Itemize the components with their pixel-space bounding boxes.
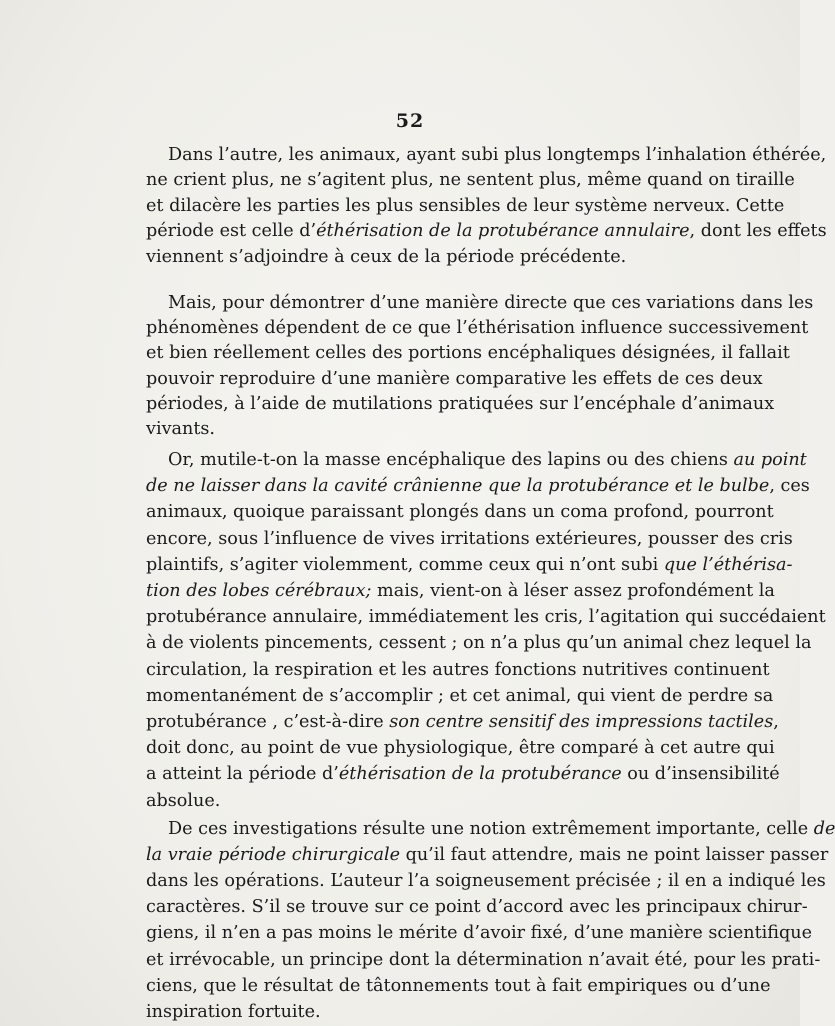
text-line: circulation, la respiration et les autres fonctions nutritives continuent	[146, 659, 770, 680]
text-line: tion des lobes cérébraux; mais, vient-on à léser assez profondément la	[146, 581, 775, 602]
text-line: la vraie période chirurgicale qu’il faut attendre, mais ne point laisser passer	[146, 844, 829, 865]
text-line: protubérance , c’est-à-dire son centre sensitif des impressions tactiles,	[146, 711, 779, 732]
text-line: de ne laisser dans la cavité crânienne que la protubérance et le bulbe, ces	[146, 476, 810, 497]
text-line: a atteint la période d’éthérisation de la protubérance ou d’insensibilité	[146, 764, 780, 785]
text-line: périodes, à l’aide de mutilations pratiquées sur l’encéphale d’animaux	[146, 393, 775, 414]
text-line: ciens, que le résultat de tâtonnements tout à fait empiriques ou d’une	[146, 975, 771, 996]
text-line: viennent s’adjoindre à ceux de la période précédente.	[146, 246, 627, 267]
text-line: ne crient plus, ne s’agitent plus, ne sentent plus, même quand on tiraille	[146, 170, 795, 191]
text-line: inspiration fortuite.	[146, 1002, 321, 1023]
text-line: plaintifs, s’agiter violemment, comme ceux qui n’ont subi que l’éthérisa-	[146, 554, 793, 575]
text-line: phénomènes dépendent de ce que l’éthérisation influence successivement	[146, 318, 809, 339]
text-line: animaux, quoique paraissant plongés dans un coma profond, pourront	[146, 502, 774, 523]
paragraph-3	[124, 448, 826, 815]
text-line: dans les opérations. L’auteur l’a soigneusement précisée ; il en a indiqué les	[146, 871, 826, 892]
text-line: momentanément de s’accomplir ; et cet animal, qui vient de perdre sa	[146, 685, 774, 706]
text-line: caractères. S’il se trouve sur ce point d’accord avec les principaux chirur-	[146, 897, 808, 918]
text-line: pouvoir reproduire d’une manière comparative les effets de ces deux	[146, 368, 763, 389]
text-line: période est celle d’éthérisation de la protubérance annulaire, dont les effets	[146, 221, 827, 242]
text-line: et dilacère les parties les plus sensibles de leur système nerveux. Cette	[146, 195, 785, 216]
text-line: et bien réellement celles des portions encéphaliques désignées, il fallait	[146, 343, 790, 364]
paragraph-2	[124, 291, 814, 442]
paragraph-4	[124, 817, 835, 1026]
text-line: giens, il n’en a pas moins le mérite d’avoir fixé, d’une manière scientifique	[146, 923, 813, 944]
text-line: Dans l’autre, les animaux, ayant subi plus longtemps l’inhalation éthérée,	[168, 145, 827, 165]
text-line: absolue.	[146, 790, 221, 811]
text-line: à de violents pincements, cessent ; on n’a plus qu’un animal chez lequel la	[146, 633, 812, 654]
text-line: encore, sous l’influence de vives irritations extérieures, pousser des cris	[146, 528, 793, 549]
paragraph-1	[124, 143, 827, 270]
text-line: et irrévocable, un principe dont la détermination n’avait été, pour les prati-	[146, 949, 821, 970]
text-line: De ces investigations résulte une notion extrêmement importante, celle de	[168, 818, 835, 839]
body-text	[124, 143, 835, 1026]
text-line: vivants.	[146, 418, 216, 439]
text-line: Mais, pour démontrer d’une manière directe que ces variations dans les	[168, 292, 814, 313]
text-line: doit donc, au point de vue physiologique, être comparé à cet autre qui	[146, 738, 775, 759]
page-number: 52	[395, 110, 425, 132]
text-line: Or, mutile-t-on la masse encéphalique des lapins ou des chiens au point	[168, 450, 807, 471]
text-line: protubérance annulaire, immédiatement les cris, l’agitation qui succédaient	[146, 607, 826, 628]
